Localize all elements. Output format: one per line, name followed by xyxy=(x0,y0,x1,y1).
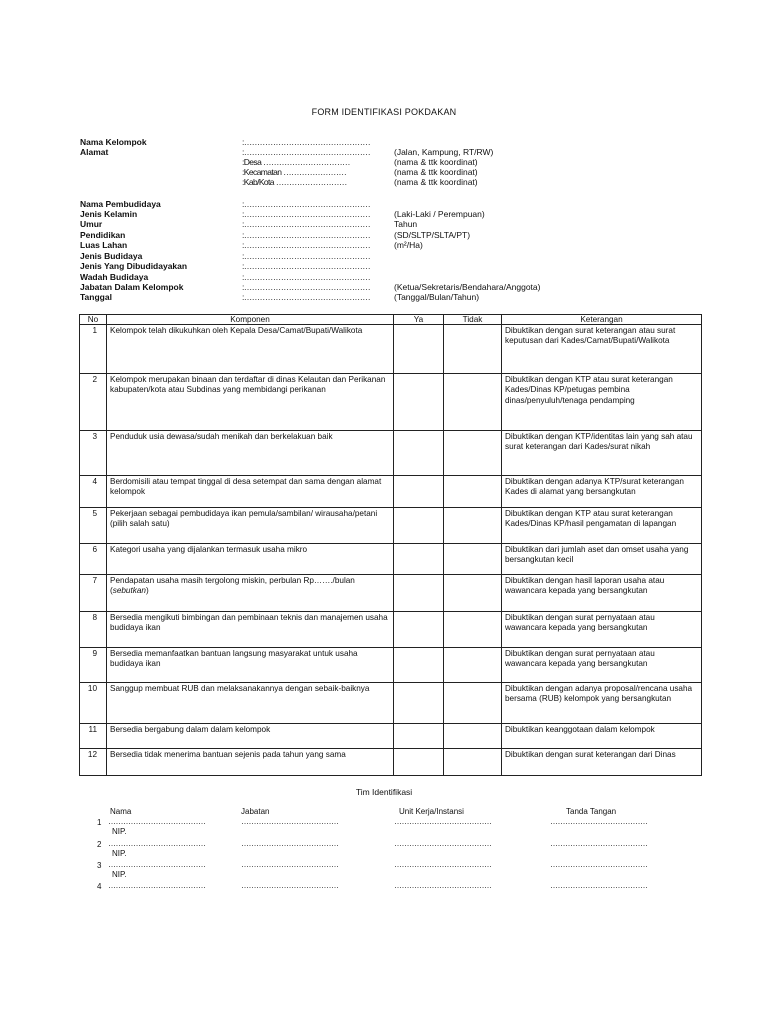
checkbox-tidak[interactable] xyxy=(444,544,502,575)
row-number: 11 xyxy=(80,724,107,749)
form-field-note: (Jalan, Kampung, RT/RW) xyxy=(394,147,494,157)
form-field-note: Tahun xyxy=(394,219,418,229)
header-ya: Ya xyxy=(394,315,444,325)
checkbox-tidak[interactable] xyxy=(444,648,502,683)
form-field-input-line[interactable]: :………………………………………… xyxy=(242,199,371,209)
form-field-label: Luas Lahan xyxy=(80,240,128,250)
form-field-label: Jenis Yang Dibudidayakan xyxy=(80,261,188,271)
checkbox-ya[interactable] xyxy=(394,431,444,476)
tim-nama-field[interactable]: ………………………………… xyxy=(108,817,206,826)
form-field-note: (nama & ttk koordinat) xyxy=(394,177,478,187)
checkbox-ya[interactable] xyxy=(394,749,444,776)
row-keterangan: Dibuktikan dengan hasil laporan usaha atau wawancara kepada yang bersangkutan xyxy=(502,575,702,612)
komponen-italic: sebutkan xyxy=(112,586,146,596)
row-number: 1 xyxy=(80,325,107,374)
tim-jabatan-field[interactable]: ………………………………… xyxy=(241,860,339,869)
tim-header-ttd: Tanda Tangan xyxy=(566,807,617,816)
form-title: FORM IDENTIFIKASI POKDAKAN xyxy=(311,107,457,117)
tim-unit-field[interactable]: ………………………………… xyxy=(394,881,492,890)
tim-jabatan-field[interactable]: ………………………………… xyxy=(241,817,339,826)
row-komponen: Kelompok telah dikukuhkan oleh Kepala Desa/Camat/Bupati/Walikota xyxy=(107,325,394,374)
row-keterangan: Dibuktikan dengan surat pernyataan atau wawancara kepada yang bersangkutan xyxy=(502,612,702,648)
row-number: 9 xyxy=(80,648,107,683)
table-row xyxy=(80,612,702,648)
form-field-input-line[interactable]: :………………………………………… xyxy=(242,137,371,147)
tim-row-number: 1 xyxy=(97,818,102,827)
form-field-label: Wadah Budidaya xyxy=(80,272,149,282)
row-komponen: Sanggup membuat RUB dan melaksanakannya dengan sebaik-baiknya xyxy=(107,683,394,724)
tim-jabatan-field[interactable]: ………………………………… xyxy=(241,881,339,890)
row-komponen: Bersedia mengikuti bimbingan dan pembinaan teknis dan manajemen usaha budidaya ikan xyxy=(107,612,394,648)
row-keterangan: Dibuktikan dengan surat keterangan dari Dinas xyxy=(502,749,702,776)
form-field-note: (SD/SLTP/SLTA/PT) xyxy=(394,230,471,240)
tim-nip-label: NIP. xyxy=(112,849,127,858)
checkbox-tidak[interactable] xyxy=(444,476,502,508)
row-komponen: Bersedia tidak menerima bantuan sejenis pada tahun yang sama xyxy=(107,749,394,776)
row-komponen: Kelompok merupakan binaan dan terdaftar di dinas Kelautan dan Perikanan kabupaten/kota atau Subdinas yang membidangi perikanan xyxy=(107,374,394,431)
row-number: 12 xyxy=(80,749,107,776)
checkbox-tidak[interactable] xyxy=(444,325,502,374)
form-field-note: (Ketua/Sekretaris/Bendahara/Anggota) xyxy=(394,282,541,292)
row-number: 4 xyxy=(80,476,107,508)
form-field-input-line[interactable]: :………………………………………… xyxy=(242,251,371,261)
checkbox-ya[interactable] xyxy=(394,508,444,544)
table-row xyxy=(80,476,702,508)
form-field-label: Alamat xyxy=(80,147,109,157)
checkbox-ya[interactable] xyxy=(394,374,444,431)
form-field-input-line[interactable]: :………………………………………… xyxy=(242,240,371,250)
tim-header-jabatan: Jabatan xyxy=(241,807,270,816)
row-keterangan: Dibuktikan dengan KTP atau surat keterangan Kades/Dinas KP/hasil pengamatan di lapangan xyxy=(502,508,702,544)
form-field-input-line[interactable]: :………………………………………… xyxy=(242,282,371,292)
checkbox-ya[interactable] xyxy=(394,544,444,575)
tim-ttd-field[interactable]: ………………………………… xyxy=(550,860,648,869)
form-field-note: (m²/Ha) xyxy=(394,240,423,250)
row-komponen: Bersedia bergabung dalam dalam kelompok xyxy=(107,724,394,749)
checkbox-ya[interactable] xyxy=(394,575,444,612)
checkbox-ya[interactable] xyxy=(394,612,444,648)
checkbox-tidak[interactable] xyxy=(444,683,502,724)
tim-ttd-field[interactable]: ………………………………… xyxy=(550,881,648,890)
table-row xyxy=(80,724,702,749)
form-field-label: Nama Kelompok xyxy=(80,137,147,147)
tim-unit-field[interactable]: ………………………………… xyxy=(394,817,492,826)
form-field-note: (Laki-Laki / Perempuan) xyxy=(394,209,485,219)
tim-nama-field[interactable]: ………………………………… xyxy=(108,860,206,869)
form-field-input-line[interactable]: :………………………………………… xyxy=(242,261,371,271)
row-number: 7 xyxy=(80,575,107,612)
form-field-input-line[interactable]: :Desa …………………………… xyxy=(242,157,350,167)
table-row xyxy=(80,575,702,612)
checkbox-ya[interactable] xyxy=(394,683,444,724)
tim-row-number: 4 xyxy=(97,882,102,891)
table-row xyxy=(80,544,702,575)
row-komponen: Pekerjaan sebagai pembudidaya ikan pemula/sambilan/ wirausaha/petani (pilih salah satu) xyxy=(107,508,394,544)
table-row xyxy=(80,648,702,683)
tim-unit-field[interactable]: ………………………………… xyxy=(394,839,492,848)
form-field-input-line[interactable]: :………………………………………… xyxy=(242,292,371,302)
header-no: No xyxy=(80,315,107,325)
tim-header-nama: Nama xyxy=(110,807,132,816)
checkbox-ya[interactable] xyxy=(394,648,444,683)
table-row xyxy=(80,325,702,374)
row-keterangan: Dibuktikan dengan surat keterangan atau surat keputusan dari Kades/Camat/Bupati/Walikota xyxy=(502,325,702,374)
form-field-note: (nama & ttk koordinat) xyxy=(394,167,478,177)
checkbox-tidak[interactable] xyxy=(444,431,502,476)
component-table xyxy=(79,314,702,776)
checkbox-ya[interactable] xyxy=(394,325,444,374)
header-tidak: Tidak xyxy=(444,315,502,325)
row-keterangan: Dibuktikan dengan adanya proposal/rencana usaha bersama (RUB) kelompok yang bersangkutan xyxy=(502,683,702,724)
tim-unit-field[interactable]: ………………………………… xyxy=(394,860,492,869)
form-field-note: (Tanggal/Bulan/Tahun) xyxy=(394,292,480,302)
row-komponen: Berdomisili atau tempat tinggal di desa setempat dan sama dengan alamat kelompok xyxy=(107,476,394,508)
tim-ttd-field[interactable]: ………………………………… xyxy=(550,817,648,826)
checkbox-tidak[interactable] xyxy=(444,724,502,749)
table-row xyxy=(80,683,702,724)
tim-row-number: 3 xyxy=(97,861,102,870)
form-field-input-line[interactable]: :Kab/Kota ……………………… xyxy=(242,177,347,187)
row-number: 10 xyxy=(80,683,107,724)
checkbox-ya[interactable] xyxy=(394,724,444,749)
checkbox-tidak[interactable] xyxy=(444,575,502,612)
checkbox-tidak[interactable] xyxy=(444,508,502,544)
row-keterangan: Dibuktikan dari jumlah aset dan omset usaha yang bersangkutan kecil xyxy=(502,544,702,575)
row-keterangan: Dibuktikan dengan adanya KTP/surat keterangan Kades di alamat yang bersangkutan xyxy=(502,476,702,508)
form-field-label: Umur xyxy=(80,219,103,229)
form-field-label: Jabatan Dalam Kelompok xyxy=(80,282,184,292)
form-field-input-line[interactable]: :………………………………………… xyxy=(242,209,371,219)
checkbox-tidak[interactable] xyxy=(444,749,502,776)
tim-row-number: 2 xyxy=(97,840,102,849)
tim-title: Tim Identifikasi xyxy=(355,787,413,797)
header-keterangan: Keterangan xyxy=(502,315,702,325)
form-field-input-line[interactable]: :Kecamatan …………………… xyxy=(242,167,347,177)
table-row xyxy=(80,431,702,476)
row-komponen xyxy=(107,575,394,612)
row-number: 8 xyxy=(80,612,107,648)
tim-nip-label: NIP. xyxy=(112,870,127,879)
tim-nama-field[interactable]: ………………………………… xyxy=(108,839,206,848)
row-number: 2 xyxy=(80,374,107,431)
checkbox-tidak[interactable] xyxy=(444,612,502,648)
row-keterangan: Dibuktikan dengan KTP atau surat keterangan Kades/Dinas KP/petugas pembina dinas/penyuluh/tenaga pendamping xyxy=(502,374,702,431)
table-row xyxy=(80,374,702,431)
row-komponen: Kategori usaha yang dijalankan termasuk usaha mikro xyxy=(107,544,394,575)
form-field-label: Pendidikan xyxy=(80,230,126,240)
form-field-input-line[interactable]: :………………………………………… xyxy=(242,272,371,282)
form-field-input-line[interactable]: :………………………………………… xyxy=(242,219,371,229)
komponen-text: Pendapatan usaha masih tergolong miskin, perbulan Rp……./bulan ( xyxy=(110,576,355,596)
row-number: 6 xyxy=(80,544,107,575)
form-field-label: Tanggal xyxy=(80,292,112,302)
form-field-label: Jenis Kelamin xyxy=(80,209,138,219)
table-row xyxy=(80,508,702,544)
row-komponen: Penduduk usia dewasa/sudah menikah dan berkelakuan baik xyxy=(107,431,394,476)
table-header-row xyxy=(80,315,702,325)
tim-jabatan-field[interactable]: ………………………………… xyxy=(241,839,339,848)
tim-header-unit: Unit Kerja/Instansi xyxy=(399,807,464,816)
komponen-text-end: ) xyxy=(145,586,149,596)
form-field-label: Jenis Budidaya xyxy=(80,251,143,261)
form-field-input-line[interactable]: :………………………………………… xyxy=(242,230,371,240)
form-field-label: Nama Pembudidaya xyxy=(80,199,161,209)
table-row xyxy=(80,749,702,776)
header-komponen: Komponen xyxy=(107,315,394,325)
row-keterangan: Dibuktikan keanggotaan dalam kelompok xyxy=(502,724,702,749)
checkbox-tidak[interactable] xyxy=(444,374,502,431)
row-keterangan: Dibuktikan dengan surat pernyataan atau wawancara kepada yang bersangkutan xyxy=(502,648,702,683)
row-komponen: Bersedia memanfaatkan bantuan langsung masyarakat untuk usaha budidaya ikan xyxy=(107,648,394,683)
row-number: 5 xyxy=(80,508,107,544)
row-keterangan: Dibuktikan dengan KTP/identitas lain yang sah atau surat keterangan dari Kades/surat nikah xyxy=(502,431,702,476)
tim-nama-field[interactable]: ………………………………… xyxy=(108,881,206,890)
checkbox-ya[interactable] xyxy=(394,476,444,508)
tim-ttd-field[interactable]: ………………………………… xyxy=(550,839,648,848)
tim-nip-label: NIP. xyxy=(112,827,127,836)
row-number: 3 xyxy=(80,431,107,476)
form-field-input-line[interactable]: :………………………………………… xyxy=(242,147,371,157)
form-field-note: (nama & ttk koordinat) xyxy=(394,157,478,167)
